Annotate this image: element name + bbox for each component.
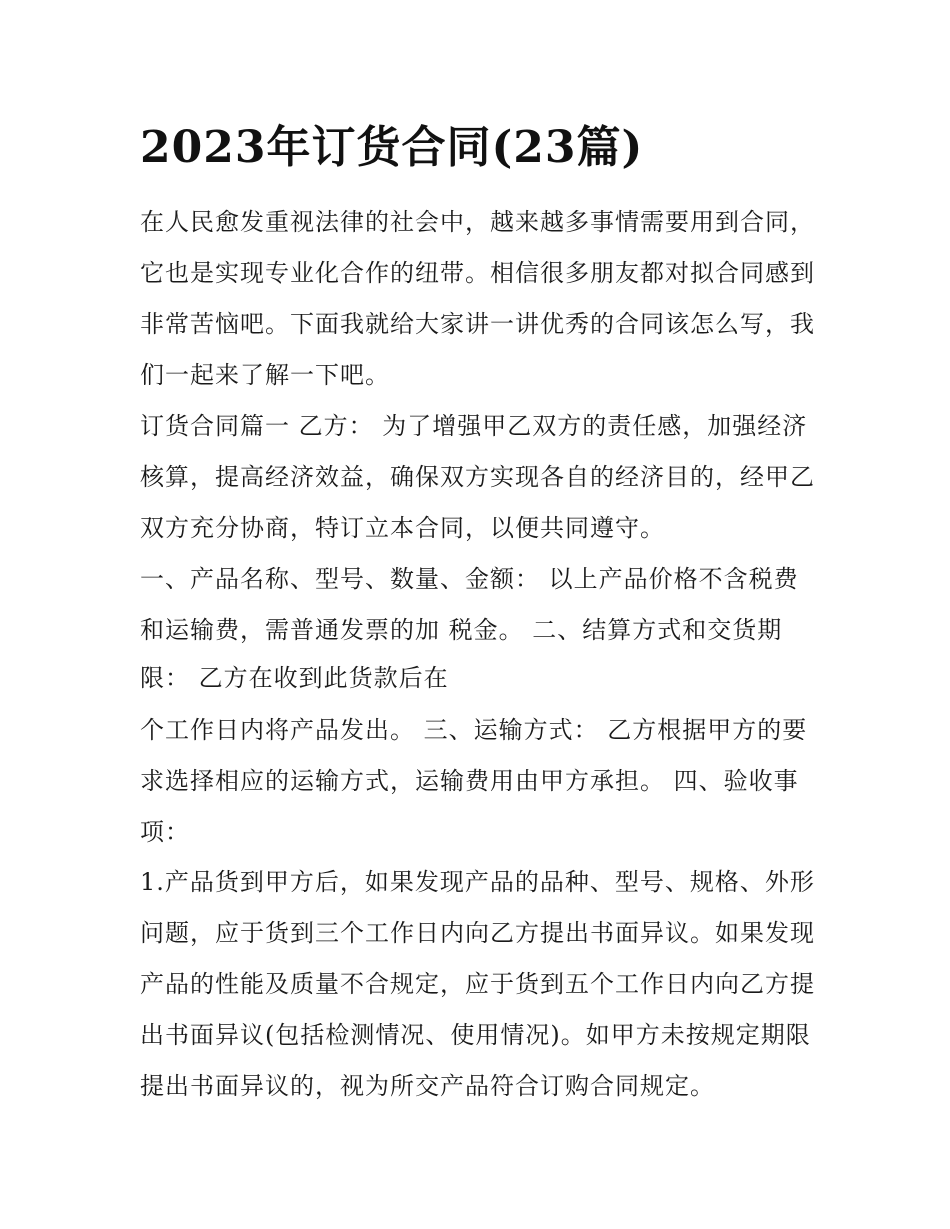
paragraph-line: 非常苦恼吧。下面我就给大家讲一讲优秀的合同该怎么写，我 bbox=[140, 310, 815, 338]
paragraph-line: 和运输费，需普通发票的加 税金。 二、结算方式和交货期 bbox=[140, 616, 783, 644]
paragraph-line: 个工作日内将产品发出。 三、运输方式： 乙方根据甲方的要 bbox=[140, 716, 808, 744]
paragraph-line: 产品的性能及质量不合规定，应于货到五个工作日内向乙方提 bbox=[140, 970, 815, 998]
paragraph-line: 双方充分协商，特订立本合同，以便共同遵守。 bbox=[140, 514, 665, 542]
paragraph-line: 限： 乙方在收到此货款后在 bbox=[140, 664, 449, 692]
paragraph-line: 核算，提高经济效益，确保双方实现各自的经济目的，经甲乙 bbox=[140, 463, 815, 491]
paragraph-line: 在人民愈发重视法律的社会中，越来越多事情需要用到合同， bbox=[140, 208, 815, 236]
paragraph-line: 问题，应于货到三个工作日内向乙方提出书面异议。如果发现 bbox=[140, 919, 815, 947]
paragraph-line: 们一起来了解一下吧。 bbox=[140, 361, 390, 389]
paragraph-line: 提出书面异议的，视为所交产品符合订购合同规定。 bbox=[140, 1072, 715, 1100]
document-title: 2023年订货合同(23篇) bbox=[140, 122, 644, 173]
paragraph-line: 订货合同篇一 乙方： 为了增强甲乙双方的责任感，加强经济 bbox=[140, 412, 808, 440]
paragraph-line: 它也是实现专业化合作的纽带。相信很多朋友都对拟合同感到 bbox=[140, 259, 815, 287]
paragraph-line: 项： bbox=[140, 818, 190, 846]
paragraph-line: 1.产品货到甲方后，如果发现产品的品种、型号、规格、外形 bbox=[140, 868, 815, 896]
paragraph-line: 出书面异议(包括检测情况、使用情况)。如甲方未按规定期限 bbox=[140, 1021, 811, 1049]
paragraph-line: 求选择相应的运输方式，运输费用由甲方承担。 四、验收事 bbox=[140, 767, 799, 795]
paragraph-line: 一、产品名称、型号、数量、金额： 以上产品价格不含税费 bbox=[140, 565, 799, 593]
